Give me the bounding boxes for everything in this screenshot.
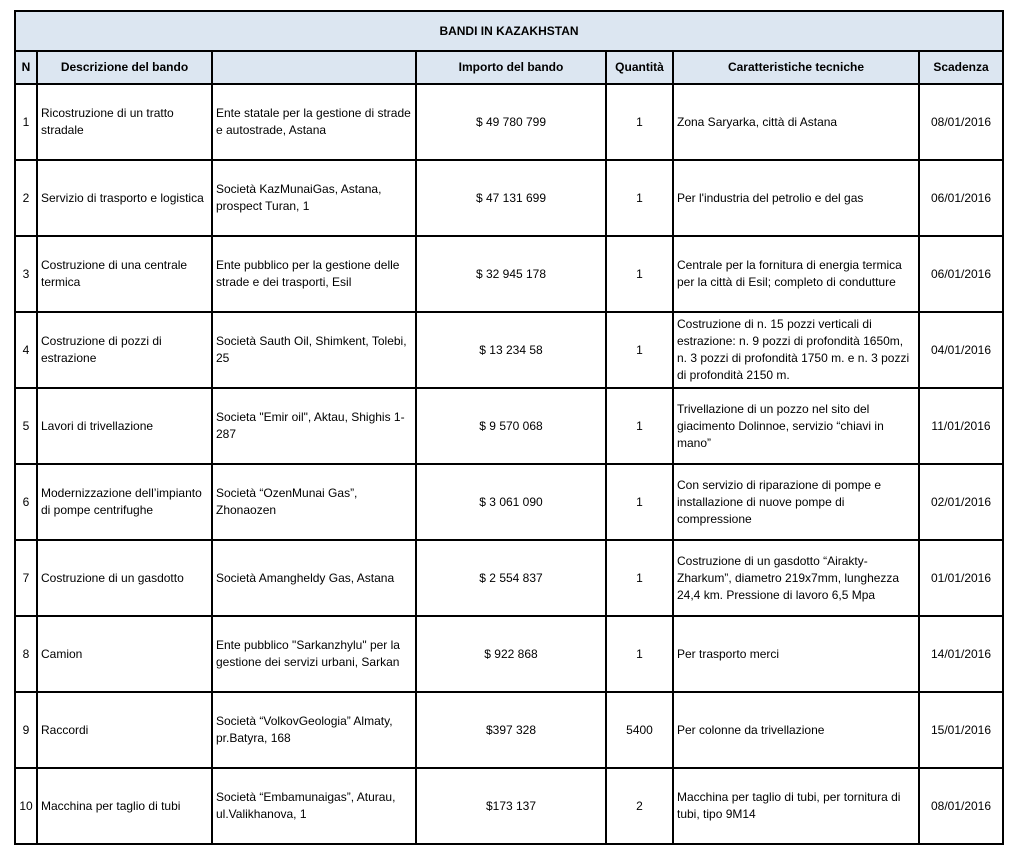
cell-descrizione: Lavori di trivellazione (37, 388, 212, 464)
cell-importo: $ 3 061 090 (416, 464, 606, 540)
header-scadenza: Scadenza (919, 51, 1003, 84)
cell-caratteristiche: Per colonne da trivellazione (673, 692, 919, 768)
cell-caratteristiche: Costruzione di n. 15 pozzi verticali di estrazione: n. 9 pozzi di profondità 1650m, n. 3 pozzi di profondità 1750 m. e n. 3 pozzi di profondità 2150 m. (673, 312, 919, 388)
cell-scadenza: 14/01/2016 (919, 616, 1003, 692)
cell-scadenza: 01/01/2016 (919, 540, 1003, 616)
table-row (15, 540, 1003, 616)
cell-descrizione: Costruzione di un gasdotto (37, 540, 212, 616)
header-caratteristiche: Caratteristiche tecniche (673, 51, 919, 84)
cell-quantita: 1 (606, 160, 673, 236)
cell-importo: $ 49 780 799 (416, 84, 606, 160)
cell-ente: Società “VolkovGeologia” Almaty, pr.Batyra, 168 (212, 692, 416, 768)
cell-descrizione: Ricostruzione di un tratto stradale (37, 84, 212, 160)
cell-importo: $ 47 131 699 (416, 160, 606, 236)
cell-quantita: 1 (606, 388, 673, 464)
cell-n: 3 (15, 236, 37, 312)
tenders-table (14, 10, 1004, 845)
cell-descrizione: Servizio di trasporto e logistica (37, 160, 212, 236)
cell-scadenza: 15/01/2016 (919, 692, 1003, 768)
cell-n: 6 (15, 464, 37, 540)
cell-quantita: 1 (606, 312, 673, 388)
cell-quantita: 1 (606, 84, 673, 160)
table-row (15, 84, 1003, 160)
table-row (15, 312, 1003, 388)
cell-descrizione: Modernizzazione dell’impianto di pompe centrifughe (37, 464, 212, 540)
cell-quantita: 2 (606, 768, 673, 844)
cell-importo: $173 137 (416, 768, 606, 844)
table-row (15, 160, 1003, 236)
cell-n: 9 (15, 692, 37, 768)
cell-ente: Societa "Emir oil", Aktau, Shighis 1-287 (212, 388, 416, 464)
cell-scadenza: 08/01/2016 (919, 768, 1003, 844)
table-row (15, 236, 1003, 312)
cell-descrizione: Macchina per taglio di tubi (37, 768, 212, 844)
cell-quantita: 1 (606, 236, 673, 312)
table-title: BANDI IN KAZAKHSTAN (15, 11, 1003, 51)
cell-scadenza: 06/01/2016 (919, 160, 1003, 236)
cell-importo: $ 13 234 58 (416, 312, 606, 388)
cell-caratteristiche: Per l'industria del petrolio e del gas (673, 160, 919, 236)
cell-caratteristiche: Costruzione di un gasdotto “Airakty-Zharkum”, diametro 219x7mm, lunghezza 24,4 km. Pressione di lavoro 6,5 Mpa (673, 540, 919, 616)
cell-n: 4 (15, 312, 37, 388)
cell-importo: $397 328 (416, 692, 606, 768)
cell-ente: Società Amangheldy Gas, Astana (212, 540, 416, 616)
cell-caratteristiche: Trivellazione di un pozzo nel sito del giacimento Dolinnoe, servizio “chiavi in mano” (673, 388, 919, 464)
cell-caratteristiche: Per trasporto merci (673, 616, 919, 692)
cell-quantita: 5400 (606, 692, 673, 768)
cell-ente: Ente pubblico per la gestione delle strade e dei trasporti, Esil (212, 236, 416, 312)
header-ente (212, 51, 416, 84)
header-importo: Importo del bando (416, 51, 606, 84)
cell-scadenza: 08/01/2016 (919, 84, 1003, 160)
cell-n: 1 (15, 84, 37, 160)
cell-ente: Società “Embamunaigas”, Aturau, ul.Valikhanova, 1 (212, 768, 416, 844)
table-row (15, 388, 1003, 464)
header-quantita: Quantità (606, 51, 673, 84)
header-n: N (15, 51, 37, 84)
cell-ente: Società Sauth Oil, Shimkent, Tolebi, 25 (212, 312, 416, 388)
cell-ente: Società “OzenMunai Gas”, Zhonaozen (212, 464, 416, 540)
header-descrizione: Descrizione del bando (37, 51, 212, 84)
cell-importo: $ 922 868 (416, 616, 606, 692)
cell-ente: Ente statale per la gestione di strade e autostrade, Astana (212, 84, 416, 160)
cell-caratteristiche: Zona Saryarka, città di Astana (673, 84, 919, 160)
cell-quantita: 1 (606, 540, 673, 616)
cell-importo: $ 9 570 068 (416, 388, 606, 464)
table-row (15, 616, 1003, 692)
header-row (15, 51, 1003, 84)
cell-descrizione: Camion (37, 616, 212, 692)
cell-caratteristiche: Con servizio di riparazione di pompe e installazione di nuove pompe di compressione (673, 464, 919, 540)
cell-importo: $ 32 945 178 (416, 236, 606, 312)
cell-n: 5 (15, 388, 37, 464)
cell-scadenza: 04/01/2016 (919, 312, 1003, 388)
cell-caratteristiche: Centrale per la fornitura di energia termica per la città di Esil; completo di condutture (673, 236, 919, 312)
cell-scadenza: 11/01/2016 (919, 388, 1003, 464)
cell-descrizione: Costruzione di pozzi di estrazione (37, 312, 212, 388)
cell-descrizione: Raccordi (37, 692, 212, 768)
cell-quantita: 1 (606, 464, 673, 540)
cell-scadenza: 02/01/2016 (919, 464, 1003, 540)
title-row (15, 11, 1003, 51)
cell-quantita: 1 (606, 616, 673, 692)
cell-importo: $ 2 554 837 (416, 540, 606, 616)
cell-ente: Società KazMunaiGas, Astana, prospect Turan, 1 (212, 160, 416, 236)
cell-descrizione: Costruzione di una centrale termica (37, 236, 212, 312)
cell-scadenza: 06/01/2016 (919, 236, 1003, 312)
cell-n: 8 (15, 616, 37, 692)
cell-caratteristiche: Macchina per taglio di tubi, per tornitura di tubi, tipo 9M14 (673, 768, 919, 844)
cell-n: 2 (15, 160, 37, 236)
table-row (15, 768, 1003, 844)
table-row (15, 692, 1003, 768)
cell-n: 7 (15, 540, 37, 616)
cell-ente: Ente pubblico "Sarkanzhylu" per la gestione dei servizi urbani, Sarkan (212, 616, 416, 692)
table-row (15, 464, 1003, 540)
cell-n: 10 (15, 768, 37, 844)
